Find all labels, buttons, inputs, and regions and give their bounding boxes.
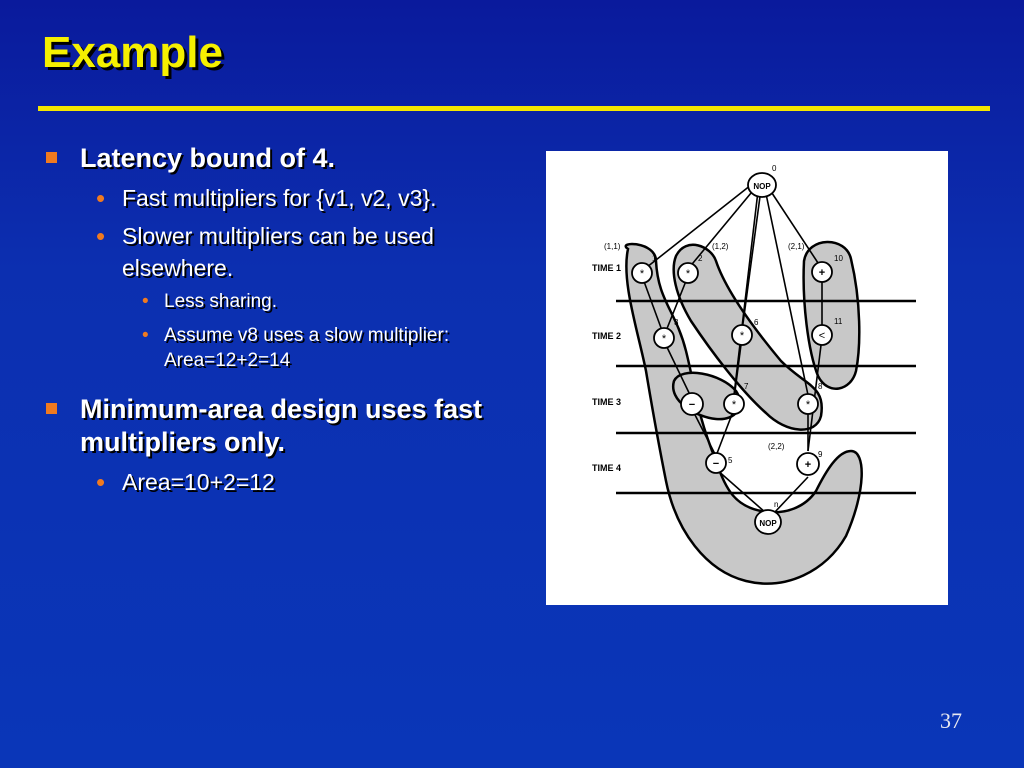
group-label: (1,1) <box>604 242 621 251</box>
node-id-label: 10 <box>834 254 843 263</box>
dot-bullet-icon: • <box>142 325 149 346</box>
node-id-label: 9 <box>818 450 823 459</box>
slide-title: Example <box>42 28 223 77</box>
node-id-label: 6 <box>754 318 759 327</box>
op-label: * <box>805 399 811 411</box>
edge <box>768 187 822 269</box>
sub-bullet-slower-multipliers <box>96 220 532 284</box>
time-label: TIME 3 <box>592 397 622 407</box>
group-label: (1,2) <box>712 242 729 251</box>
square-bullet-icon <box>46 152 57 163</box>
node-id-label: 5 <box>728 456 733 465</box>
op-label: * <box>685 268 691 280</box>
node-id-label: 8 <box>818 382 823 391</box>
node-id-label: 1 <box>652 254 657 263</box>
bullet-text: Latency bound of 4. <box>80 143 336 173</box>
nop-label: NOP <box>759 519 777 528</box>
node-id-label: 3 <box>674 318 679 327</box>
op-label: − <box>712 458 720 470</box>
node-id-label: 7 <box>744 382 749 391</box>
op-label: < <box>818 330 826 342</box>
dot-bullet-icon: • <box>96 183 106 213</box>
sub-sub-bullet-less-sharing <box>142 289 524 314</box>
op-label: + <box>804 459 812 471</box>
op-label: + <box>818 267 826 279</box>
bullet-latency <box>80 142 520 175</box>
time-label: TIME 1 <box>592 263 622 273</box>
bullet-text: Fast multipliers for {v1, v2, v3}. <box>122 185 437 211</box>
square-bullet-icon <box>46 403 57 414</box>
op-label: * <box>739 330 745 342</box>
op-label: − <box>688 399 696 411</box>
sub-bullet-area <box>96 466 532 498</box>
time-label: TIME 4 <box>592 463 622 473</box>
scheduling-diagram <box>546 151 948 605</box>
dot-bullet-icon: • <box>96 467 106 497</box>
time-label: TIME 2 <box>592 331 622 341</box>
bullet-minimum-area <box>80 393 520 459</box>
page-number: 37 <box>940 708 962 733</box>
node-id-label: 0 <box>772 164 777 173</box>
bullet-text: Slower multipliers can be used elsewhere. <box>122 223 434 281</box>
node-id-label: 2 <box>698 254 703 263</box>
bullet-text: Less sharing. <box>164 291 278 312</box>
group-label: (2,1) <box>788 242 805 251</box>
node-id-label: n <box>774 500 779 509</box>
edge <box>742 189 761 331</box>
node-id-label: 11 <box>834 317 843 326</box>
op-label: * <box>731 399 737 411</box>
nop-label: NOP <box>753 182 771 191</box>
sub-bullet-fast-multipliers <box>96 182 532 214</box>
bullet-text: Area=10+2=12 <box>122 469 275 495</box>
sub-sub-bullet-v8-slow <box>142 323 524 373</box>
bullet-text: Assume v8 uses a slow multiplier: Area=12+2=14 <box>164 325 450 371</box>
op-label: * <box>661 333 667 345</box>
bullet-text: Minimum-area design uses fast multipliers only. <box>80 394 483 457</box>
group-label: (2,2) <box>768 442 785 451</box>
dot-bullet-icon: • <box>96 221 106 251</box>
op-label: * <box>639 268 645 280</box>
scheduled-sequencing-graph <box>546 151 948 605</box>
dot-bullet-icon: • <box>142 291 149 312</box>
